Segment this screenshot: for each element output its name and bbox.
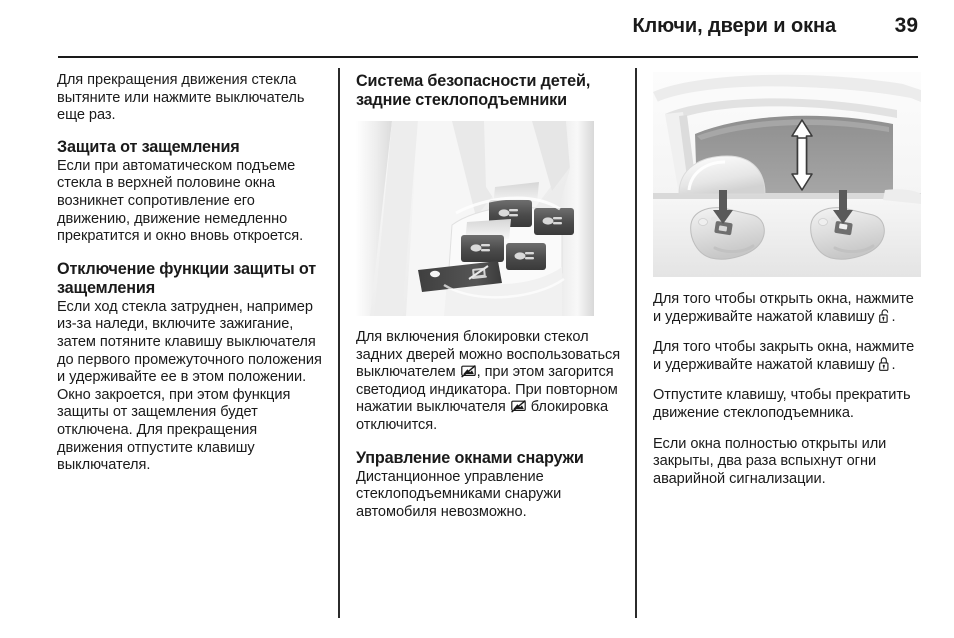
hazard-lights-paragraph: Если окна полностью открыты или закрыты, два раза вспыхнут огни аварийной сигнализации.	[653, 435, 887, 487]
right-column	[653, 72, 921, 488]
door-panel-illustration	[356, 121, 594, 316]
anti-pinch-protection-body: Если при автоматическом подъеме стекла в верхней половине окна возникнет сопротивление его движению, движение немедленно прекратится и окно вновь откроется.	[57, 157, 304, 245]
remote-window-control-illustration	[653, 72, 921, 277]
header-divider-rule	[58, 56, 918, 58]
child-lock-body-paragraph	[356, 329, 626, 435]
close-windows-text-part-2: .	[891, 356, 896, 373]
column-divider-left	[338, 68, 340, 618]
heading-child-safety-rear-windows: Система безопасности детей, задние стеклоподъемники	[356, 72, 591, 109]
child-lock-text-part-1: Для включения блокировки стекол задних дверей можно воспользоваться выключателем	[356, 329, 621, 381]
unlock-padlock-icon	[879, 309, 890, 323]
open-windows-text-part-2: .	[891, 308, 896, 325]
column-divider-right	[635, 68, 637, 618]
child-window-lock-icon	[461, 365, 476, 378]
disable-anti-pinch-body: Если ход стекла затруднен, например из-за наледи, включите зажигание, затем потяните клавишу выключателя до первого промежуточного положения и удерживайте ее в этом положении. Окно закроется, при этом функция защиты от защемления будет отключена. Для прекращения движения отпустите клавишу выключателя.	[57, 298, 322, 474]
page-number: 39	[894, 14, 918, 37]
page-header	[58, 14, 918, 58]
open-windows-text-part-1: Для того чтобы открыть окна, нажмите и удерживайте нажатой клавишу	[653, 291, 914, 325]
child-lock-text-part-2: , при этом загорится светодиод индикатора. При повторном нажатии выключателя	[356, 364, 618, 416]
release-button-paragraph: Отпустите клавишу, чтобы прекратить движение стеклоподъемника.	[653, 387, 911, 421]
open-windows-paragraph	[653, 291, 921, 326]
heading-disable-anti-pinch: Отключение функции защиты от защемления	[57, 259, 317, 297]
close-windows-paragraph	[653, 339, 921, 374]
middle-column	[356, 72, 626, 521]
child-lock-text-part-3: блокировка отключится.	[356, 399, 609, 433]
outside-window-control-body: Дистанционное управление стеклоподъемниками снаружи автомобиля невозможно.	[356, 468, 562, 520]
page-title: Ключи, двери и окна	[632, 15, 836, 37]
close-windows-text-part-1: Для того чтобы закрыть окна, нажмите и удерживайте нажатой клавишу	[653, 339, 915, 373]
left-intro-paragraph: Для прекращения движения стекла вытяните или нажмите выключатель еще раз.	[57, 72, 305, 124]
left-column	[57, 72, 325, 475]
child-window-lock-icon	[511, 400, 526, 413]
heading-outside-window-control: Управление окнами снаружи	[356, 448, 584, 467]
heading-anti-pinch-protection: Защита от защемления	[57, 137, 240, 156]
lock-padlock-icon	[879, 357, 890, 371]
